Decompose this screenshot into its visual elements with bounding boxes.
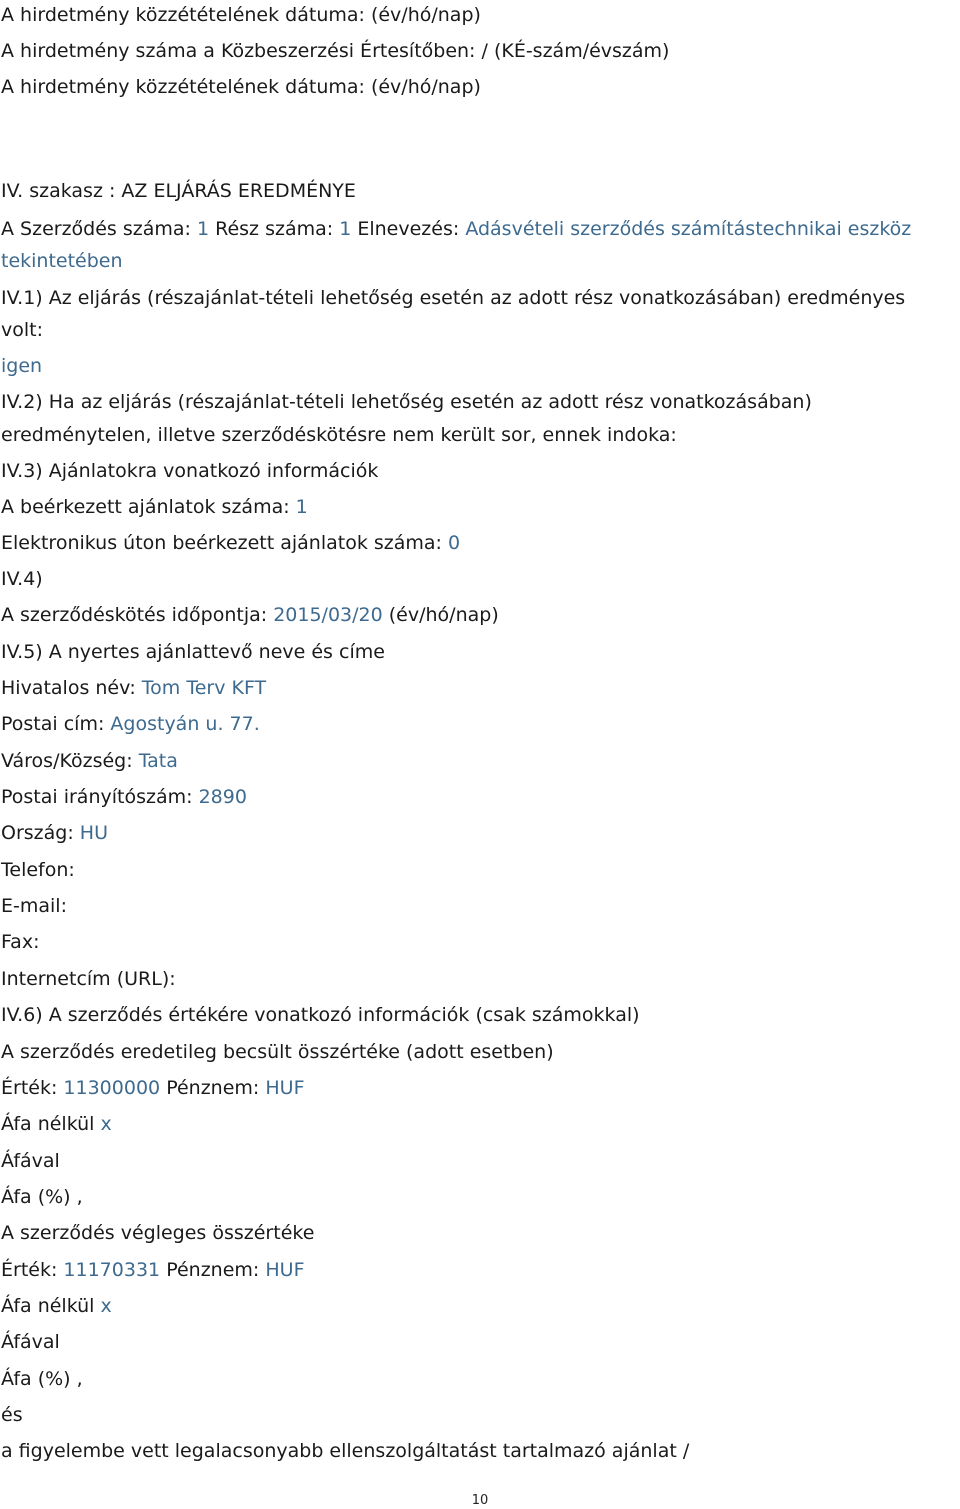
iv4-title: IV.4) [1, 568, 43, 590]
country-value: HU [79, 822, 108, 844]
publication-date-line-1: A hirdetmény közzétételének dátuma: (év/hó/nap) [1, 4, 481, 26]
contract-number-value: 1 [196, 218, 210, 240]
contract-date-line: A szerződéskötés időpontja: 2015/03/20 (év/hó/nap) [1, 604, 499, 626]
contract-date-format: (év/hó/nap) [388, 604, 499, 626]
postal-address-line: Postai cím: Agostyán u. 77. [1, 713, 260, 735]
country-line: Ország: HU [1, 822, 108, 844]
contract-name-label: Elnevezés: [357, 218, 460, 240]
iv1-answer: igen [1, 355, 43, 377]
final-with-vat-line: Áfával [1, 1331, 60, 1353]
iv5-title: IV.5) A nyertes ajánlattevő neve és címe [1, 641, 385, 663]
estimated-no-vat-line: Áfa nélkül x [1, 1113, 112, 1135]
final-no-vat-line: Áfa nélkül x [1, 1295, 112, 1317]
estimated-value: 11300000 [63, 1077, 161, 1099]
estimated-value-line: Érték: 11300000 Pénznem: HUF [1, 1077, 305, 1099]
publication-date-line-2: A hirdetmény közzétételének dátuma: (év/hó/nap) [1, 76, 481, 98]
city-value: Tata [138, 750, 178, 772]
iv3-title: IV.3) Ajánlatokra vonatkozó információk [1, 460, 379, 482]
final-currency: HUF [265, 1259, 305, 1281]
electronic-offers-line: Elektronikus úton beérkezett ajánlatok száma: 0 [1, 532, 461, 554]
fax-line: Fax: [1, 931, 40, 953]
contract-name-value: Adásvételi szerződés számítástechnikai eszköz [465, 218, 912, 240]
final-value: 11170331 [63, 1259, 161, 1281]
iv1-question-line-1: IV.1) Az eljárás (részajánlat-tételi lehetőség esetén az adott rész vonatkozásában) eredményes [1, 287, 906, 309]
final-value-line: Érték: 11170331 Pénznem: HUF [1, 1259, 305, 1281]
iv1-question-line-2: volt: [1, 319, 43, 341]
estimated-currency: HUF [265, 1077, 305, 1099]
email-line: E-mail: [1, 895, 67, 917]
and-line: és [1, 1404, 23, 1426]
part-number-label: Rész száma: [215, 218, 334, 240]
iv2-question-line-2: eredménytelen, illetve szerződéskötésre nem került sor, ennek indoka: [1, 424, 677, 446]
postal-address-value: Agostyán u. 77. [110, 713, 260, 735]
section-title: IV. szakasz : AZ ELJÁRÁS EREDMÉNYE [1, 180, 356, 202]
page-number: 10 [471, 1493, 489, 1508]
contract-date-value: 2015/03/20 [273, 604, 383, 626]
estimated-with-vat-line: Áfával [1, 1150, 60, 1172]
contract-number-label: A Szerződés száma: [1, 218, 191, 240]
zip-code-value: 2890 [198, 786, 247, 808]
final-total-title: A szerződés végleges összértéke [1, 1222, 315, 1244]
notice-number-line: A hirdetmény száma a Közbeszerzési Értesítőben: / (KÉ-szám/évszám) [1, 40, 670, 62]
final-no-vat-mark: x [100, 1295, 112, 1317]
city-line: Város/Község: Tata [1, 750, 178, 772]
phone-line: Telefon: [1, 859, 75, 881]
estimated-total-title: A szerződés eredetileg becsült összértéke (adott esetben) [1, 1041, 554, 1063]
contract-info-line [1, 217, 911, 241]
received-offers-line: A beérkezett ajánlatok száma: 1 [1, 496, 308, 518]
estimated-no-vat-mark: x [100, 1113, 112, 1135]
received-offers-value: 1 [295, 496, 308, 518]
electronic-offers-value: 0 [448, 532, 461, 554]
iv2-question-line-1: IV.2) Ha az eljárás (részajánlat-tételi lehetőség esetén az adott rész vonatkozásában) [1, 391, 812, 413]
estimated-vat-percent-line: Áfa (%) , [1, 1186, 83, 1208]
official-name-line: Hivatalos név: Tom Terv KFT [1, 677, 267, 699]
zip-code-line: Postai irányítószám: 2890 [1, 786, 247, 808]
final-vat-percent-line: Áfa (%) , [1, 1368, 83, 1390]
lowest-offer-line: a figyelembe vett legalacsonyabb ellenszolgáltatást tartalmazó ajánlat / [1, 1440, 690, 1462]
official-name-value: Tom Terv KFT [141, 677, 267, 699]
url-line: Internetcím (URL): [1, 968, 176, 990]
part-number-value: 1 [339, 218, 352, 240]
iv6-title: IV.6) A szerződés értékére vonatkozó információk (csak számokkal) [1, 1004, 640, 1026]
contract-name-continuation: tekintetében [1, 250, 123, 272]
